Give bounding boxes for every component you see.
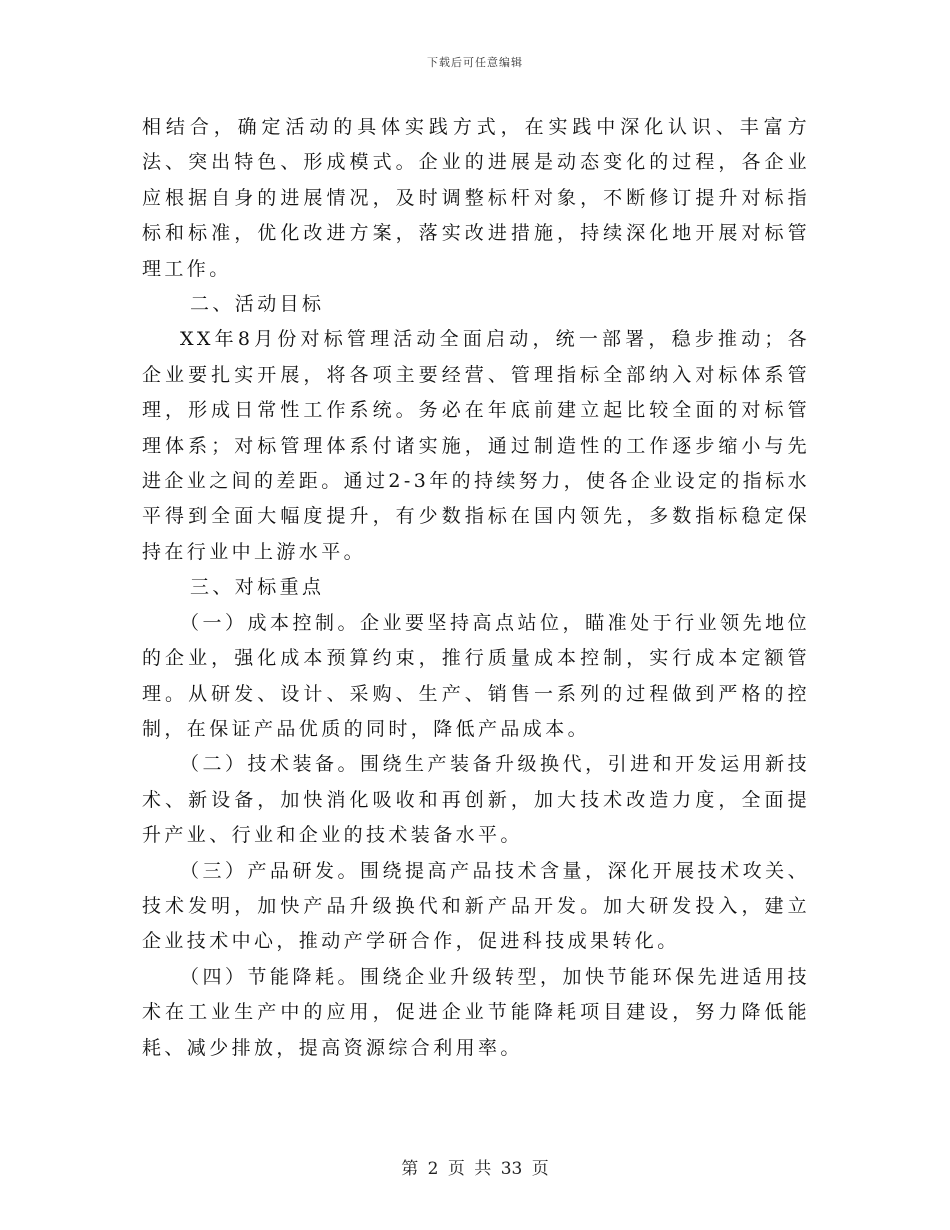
page-header: 下载后可任意编辑 xyxy=(427,56,523,69)
section-heading-goals: 二、活动目标 xyxy=(190,293,325,316)
paragraph-technical-equipment: （二）技术装备。围绕生产装备升级换代，引进和开发运用新技术、新设备，加快消化吸收和再创新，加大技术改造力度，全面提升产业、行业和企业的技术装备水平。 xyxy=(142,753,810,847)
paragraph-continued: 相结合，确定活动的具体实践方式，在实践中深化认识、丰富方法、突出特色、形成模式。企业的进展是动态变化的过程，各企业应根据自身的进展情况，及时调整标杆对象，不断修订提升对标指标和标准，优化改进方案，落实改进措施，持续深化地开展对标管理工作。 xyxy=(142,116,810,280)
paragraph-goals: XX年8月份对标管理活动全面启动，统一部署，稳步推动；各企业要扎实开展，将各项主要经营、管理指标全部纳入对标体系管理，形成日常性工作系统。务必在年底前建立起比较全面的对标管理体系；对标管理体系付诸实施，通过制造性的工作逐步缩小与先进企业之间的差距。通过2-3年的持续努力，使各企业设定的指标水平得到全面大幅度提升，有少数指标在国内领先，多数指标稳定保持在行业中上游水平。 xyxy=(142,328,810,563)
document-body xyxy=(142,110,810,1066)
paragraph-product-rd: （三）产品研发。围绕提高产品技术含量，深化开展技术攻关、技术发明，加快产品升级换代和新产品开发。加大研发投入，建立企业技术中心，推动产学研合作，促进科技成果转化。 xyxy=(142,859,810,953)
section-heading-focus: 三、对标重点 xyxy=(190,576,325,599)
paragraph-energy-saving: （四）节能降耗。围绕企业升级转型，加快节能环保先进适用技术在工业生产中的应用，促进企业节能降耗项目建设，努力降低能耗、减少排放，提高资源综合利用率。 xyxy=(142,965,810,1059)
paragraph-cost-control: （一）成本控制。企业要坚持高点站位，瞄准处于行业领先地位的企业，强化成本预算约束，推行质量成本控制，实行成本定额管理。从研发、设计、采购、生产、销售一系列的过程做到严格的控制，在保证产品优质的同时，降低产品成本。 xyxy=(142,611,810,740)
page-footer: 第 2 页 共 33 页 xyxy=(401,1159,549,1179)
